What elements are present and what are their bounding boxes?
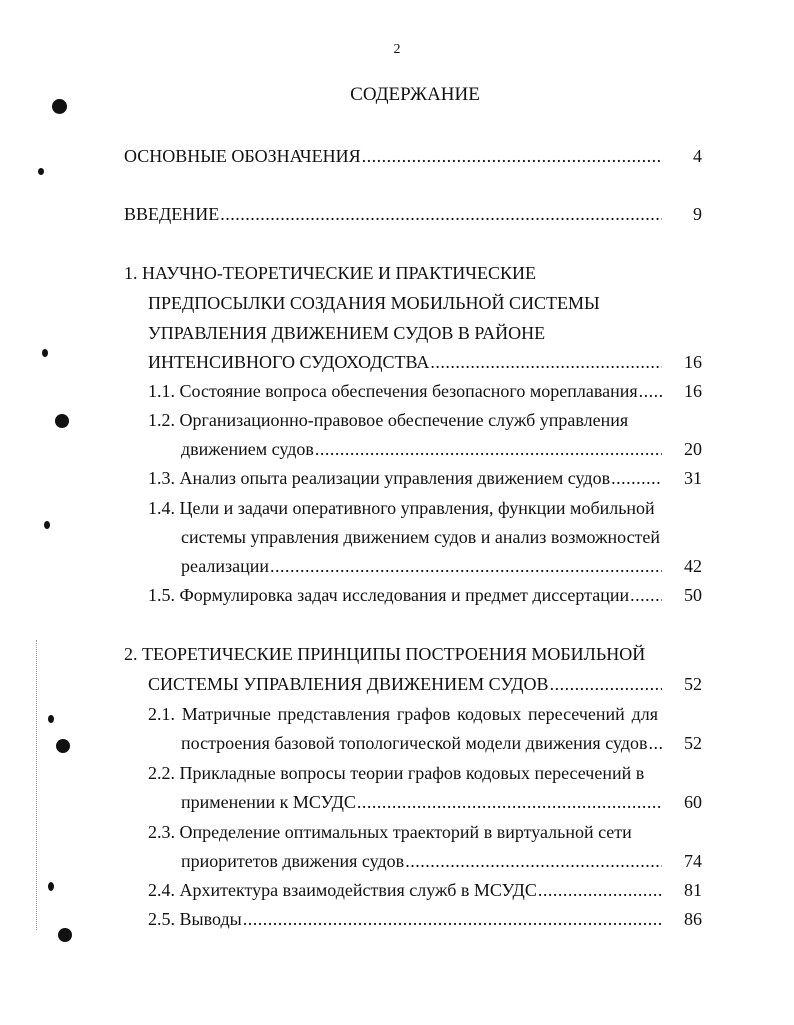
toc-leader <box>648 732 662 754</box>
chapter-1-heading-line-3: УПРАВЛЕНИЯ ДВИЖЕНИЕМ СУДОВ В РАЙОНЕ <box>148 323 546 343</box>
toc-page-number: 50 <box>684 585 702 605</box>
scan-speck <box>44 521 50 529</box>
toc-leader <box>357 791 662 813</box>
scan-speck <box>48 715 54 723</box>
toc-entry-2-1-line-1: 2.1. Матричные представления графов кодовых пересечений для <box>148 704 658 724</box>
toc-entry-2-4 <box>148 879 702 901</box>
toc-page-number: 16 <box>684 352 702 372</box>
chapter-2-heading-line-2 <box>148 673 702 695</box>
toc-entry-text: 2.4. Архитектура взаимодействия служб в МСУДС <box>148 880 537 900</box>
toc-entry-2-1-line-2 <box>181 732 702 754</box>
binder-hole-mark <box>58 928 72 942</box>
toc-entry-1-4-line-3 <box>181 555 702 577</box>
toc-entry-2-2-line-2 <box>181 791 702 813</box>
binder-hole-mark <box>56 739 70 753</box>
toc-entry-text: ВВЕДЕНИЕ <box>124 204 220 224</box>
toc-entry-oboznacheniya <box>124 145 702 167</box>
toc-entry-1-4-line-1: 1.4. Цели и задачи оперативного управления, функции мобильной <box>148 498 655 518</box>
toc-leader <box>315 438 662 460</box>
toc-entry-1-1 <box>148 380 702 402</box>
toc-page-number: 60 <box>684 792 702 812</box>
toc-page-number: 74 <box>684 851 702 871</box>
toc-leader <box>550 673 662 695</box>
toc-page-number: 52 <box>684 733 702 753</box>
toc-leader <box>611 467 662 489</box>
toc-entry-text: 2.5. Выводы <box>148 909 242 929</box>
chapter-2-heading-line-1: 2. ТЕОРЕТИЧЕСКИЕ ПРИНЦИПЫ ПОСТРОЕНИЯ МОБИЛЬНОЙ <box>124 644 646 664</box>
chapter-1-heading-line-2: ПРЕДПОСЫЛКИ СОЗДАНИЯ МОБИЛЬНОЙ СИСТЕМЫ <box>148 293 600 313</box>
chapter-1-heading-line-1: 1. НАУЧНО-ТЕОРЕТИЧЕСКИЕ И ПРАКТИЧЕСКИЕ <box>124 263 536 283</box>
toc-entry-1-4-line-2: системы управления движением судов и анализ возможностей <box>181 527 661 547</box>
toc-entry-1-2-line-1: 1.2. Организационно-правовое обеспечение служб управления <box>148 410 629 430</box>
toc-entry-2-3-line-1: 2.3. Определение оптимальных траекторий в виртуальной сети <box>148 822 632 842</box>
toc-leader <box>220 203 662 225</box>
toc-entry-text: ОСНОВНЫЕ ОБОЗНАЧЕНИЯ <box>124 146 361 166</box>
chapter-1-heading-line-4 <box>148 351 702 373</box>
toc-entry-text: применении к МСУДС <box>181 792 356 812</box>
binder-hole-mark <box>55 414 69 428</box>
toc-leader <box>639 380 662 402</box>
toc-page-number: 16 <box>684 381 702 401</box>
scan-edge-line <box>36 640 37 930</box>
page-number: 2 <box>393 42 401 57</box>
toc-leader <box>405 850 662 872</box>
toc-entry-text: движением судов <box>181 439 314 459</box>
toc-page-number: 20 <box>684 439 702 459</box>
toc-page-number: 52 <box>684 674 702 694</box>
toc-leader <box>538 879 662 901</box>
toc-entry-text: реализации <box>181 556 269 576</box>
scan-speck <box>38 168 44 175</box>
toc-entry-1-5 <box>148 584 702 606</box>
toc-entry-text: 1.1. Состояние вопроса обеспечения безопасного мореплавания <box>148 381 638 401</box>
toc-entry-2-5 <box>148 908 702 930</box>
toc-leader <box>243 908 662 930</box>
toc-page-number: 4 <box>693 146 702 166</box>
toc-page-number: 86 <box>684 909 702 929</box>
toc-entry-1-2-line-2 <box>181 438 702 460</box>
toc-entry-text: приоритетов движения судов <box>181 851 405 871</box>
toc-entry-text: 1.5. Формулировка задач исследования и предмет диссертации <box>148 585 630 605</box>
toc-entry-text: СИСТЕМЫ УПРАВЛЕНИЯ ДВИЖЕНИЕМ СУДОВ <box>148 674 549 694</box>
toc-page-number: 9 <box>693 204 702 224</box>
toc-page-number: 31 <box>684 468 702 488</box>
toc-page-number: 42 <box>684 556 702 576</box>
toc-leader <box>270 555 662 577</box>
toc-entry-1-3 <box>148 467 702 489</box>
toc-entry-text: 1.3. Анализ опыта реализации управления движением судов <box>148 468 611 488</box>
scan-speck <box>48 882 54 891</box>
scan-speck <box>42 349 48 357</box>
toc-leader <box>362 145 662 167</box>
toc-entry-text: ИНТЕНСИВНОГО СУДОХОДСТВА <box>148 352 430 372</box>
toc-entry-vvedenie <box>124 203 702 225</box>
toc-entry-2-3-line-2 <box>181 850 702 872</box>
toc-page-number: 81 <box>684 880 702 900</box>
toc-leader <box>630 584 662 606</box>
toc-leader <box>430 351 662 373</box>
toc-entry-2-2-line-1: 2.2. Прикладные вопросы теории графов кодовых пересечений в <box>148 763 645 783</box>
toc-entry-text: построения базовой топологической модели движения судов <box>181 733 648 753</box>
page-title: СОДЕРЖАНИЕ <box>350 84 480 105</box>
